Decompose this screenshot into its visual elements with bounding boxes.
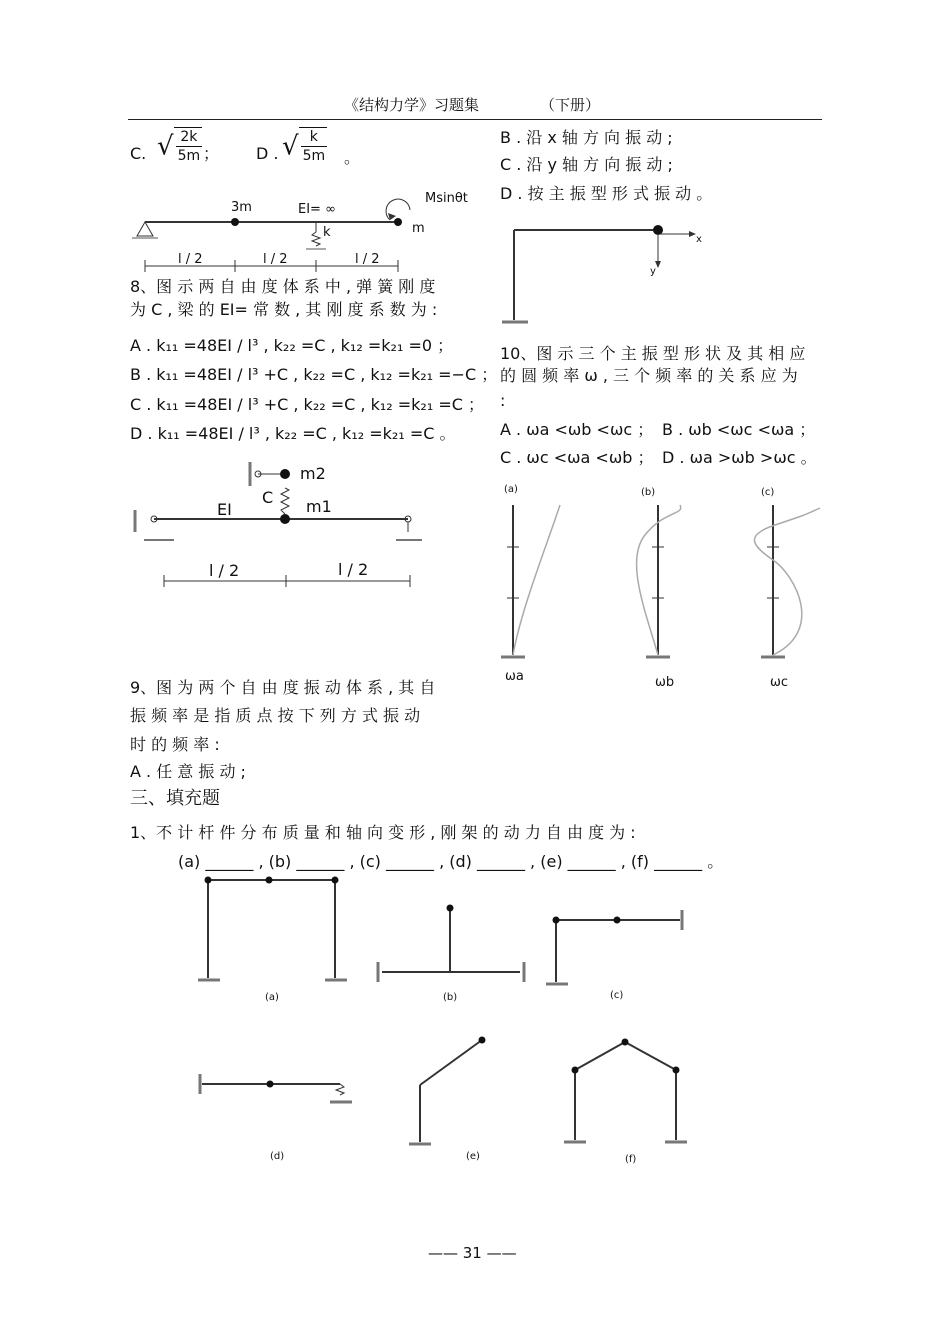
fig7-load-label: Msinθt xyxy=(425,191,468,206)
fig9-x-label: x xyxy=(696,234,702,245)
frame-label-c: (c) xyxy=(610,990,624,1001)
q7-c-end: ； xyxy=(203,144,220,163)
q9-stem-line2: 振 频 率 是 指 质 点 按 下 列 方 式 振 动 xyxy=(130,706,421,725)
frame-label-d: (d) xyxy=(270,1151,285,1162)
q7-option-c-formula: √ $\frac{2k}{5m}$ xyxy=(157,129,201,164)
header-volume: （下册） xyxy=(540,96,601,114)
q9-option-a: A . 任 意 振 动 ; xyxy=(130,762,246,781)
fig8-dim-2: l / 2 xyxy=(338,560,369,579)
q7-option-d-formula: √ $\frac{k}{5m}$ xyxy=(282,129,326,164)
q10-option-a: A . ωa <ωb <ωc ； xyxy=(500,420,654,439)
fig8-dim-1: l / 2 xyxy=(209,561,240,580)
fig10-omega-a: ωa xyxy=(505,669,524,684)
q7-d-end: 。 xyxy=(344,148,361,167)
q10-stem-line3: : xyxy=(500,391,506,410)
frame-label-a: (a) xyxy=(265,992,279,1003)
fig10-label-a: (a) xyxy=(504,484,518,495)
fill1-frames-row2 xyxy=(190,1030,710,1155)
q7-option-c-label: C. xyxy=(130,144,147,163)
fig7-dim-1: l / 2 xyxy=(178,252,203,267)
fig7-ei-label: EI= ∞ xyxy=(298,202,336,217)
q9-stem-line3: 时 的 频 率 : xyxy=(130,735,220,754)
q7-option-d-label: D . xyxy=(256,144,279,163)
fig9-frame-diagram xyxy=(500,220,720,330)
q8-option-b: B . k₁₁ =48EI / l³ +C , k₂₂ =C , k₁₂ =k₂₁ =−C ； xyxy=(130,365,498,384)
q9-option-d: D . 按 主 振 型 形 式 振 动 。 xyxy=(500,184,713,203)
q9-stem-line1: 9、图 为 两 个 自 由 度 振 动 体 系 , 其 自 xyxy=(130,678,436,697)
fig7-dim-2: l / 2 xyxy=(263,252,288,267)
frame-label-b: (b) xyxy=(443,992,458,1003)
q10-option-d: D . ωa >ωb >ωc 。 xyxy=(662,448,817,467)
frame-label-e: (e) xyxy=(466,1151,480,1162)
header-rule xyxy=(128,119,822,120)
section-title-fill: 三、填充题 xyxy=(130,788,220,809)
q8-stem-line1: 8、图 示 两 自 由 度 体 系 中 , 弹 簧 刚 度 xyxy=(130,277,436,296)
fig8-c-label: C xyxy=(262,488,274,507)
fig7-dim-3: l / 2 xyxy=(355,252,380,267)
q10-stem-line1: 10、图 示 三 个 主 振 型 形 状 及 其 相 应 xyxy=(500,344,806,363)
fill1-frames-row1 xyxy=(190,870,710,1000)
q10-stem-line2: 的 圆 频 率 ω , 三 个 频 率 的 关 系 应 为 xyxy=(500,366,798,385)
fig10-omega-c: ωc xyxy=(770,675,789,690)
fig10-label-b: (b) xyxy=(641,487,656,498)
fig8-ei-label: EI xyxy=(217,500,232,519)
q10-option-c: C . ωc <ωa <ωb ； xyxy=(500,448,654,467)
fill1-stem: 1、不 计 杆 件 分 布 质 量 和 轴 向 变 形 , 刚 架 的 动 力 自 由 度 为 : xyxy=(130,823,636,842)
q8-stem-line2: 为 C , 梁 的 EI= 常 数 , 其 刚 度 系 数 为 : xyxy=(130,300,438,319)
fig8-m2-label: m2 xyxy=(300,464,326,483)
q10-option-b: B . ωb <ωc <ωa ； xyxy=(662,420,816,439)
frame-label-f: (f) xyxy=(625,1154,637,1165)
fig10-omega-b: ωb xyxy=(655,675,675,690)
fig10-mode-shapes xyxy=(495,480,825,690)
header-title: 《结构力学》习题集 xyxy=(344,96,480,114)
fig7-mass-label: 3m xyxy=(231,200,252,215)
q9-option-b: B . 沿 x 轴 方 向 振 动 ; xyxy=(500,128,673,147)
fig10-label-c: (c) xyxy=(761,487,775,498)
fig9-y-label: y xyxy=(650,266,656,277)
fig8-m1-label: m1 xyxy=(306,497,332,516)
q8-option-c: C . k₁₁ =48EI / l³ +C , k₂₂ =C , k₁₂ =k₂₁ =C ； xyxy=(130,395,484,414)
fill1-blanks: (a) ______ , (b) ______ , (c) ______ , (d) ______ , (e) ______ , (f) ______ 。 xyxy=(178,852,724,871)
fig8-spring-beam-diagram xyxy=(130,460,430,590)
q8-option-a: A . k₁₁ =48EI / l³ , k₂₂ =C , k₁₂ =k₂₁ =0 ； xyxy=(130,336,454,355)
page-number: —— 31 —— xyxy=(428,1244,517,1262)
q8-option-d: D . k₁₁ =48EI / l³ , k₂₂ =C , k₁₂ =k₂₁ =C 。 xyxy=(130,424,456,443)
fig7-tipmass-label: m xyxy=(412,221,425,236)
fig7-spring-label: k xyxy=(323,225,331,240)
q9-option-c: C . 沿 y 轴 方 向 振 动 ; xyxy=(500,155,673,174)
